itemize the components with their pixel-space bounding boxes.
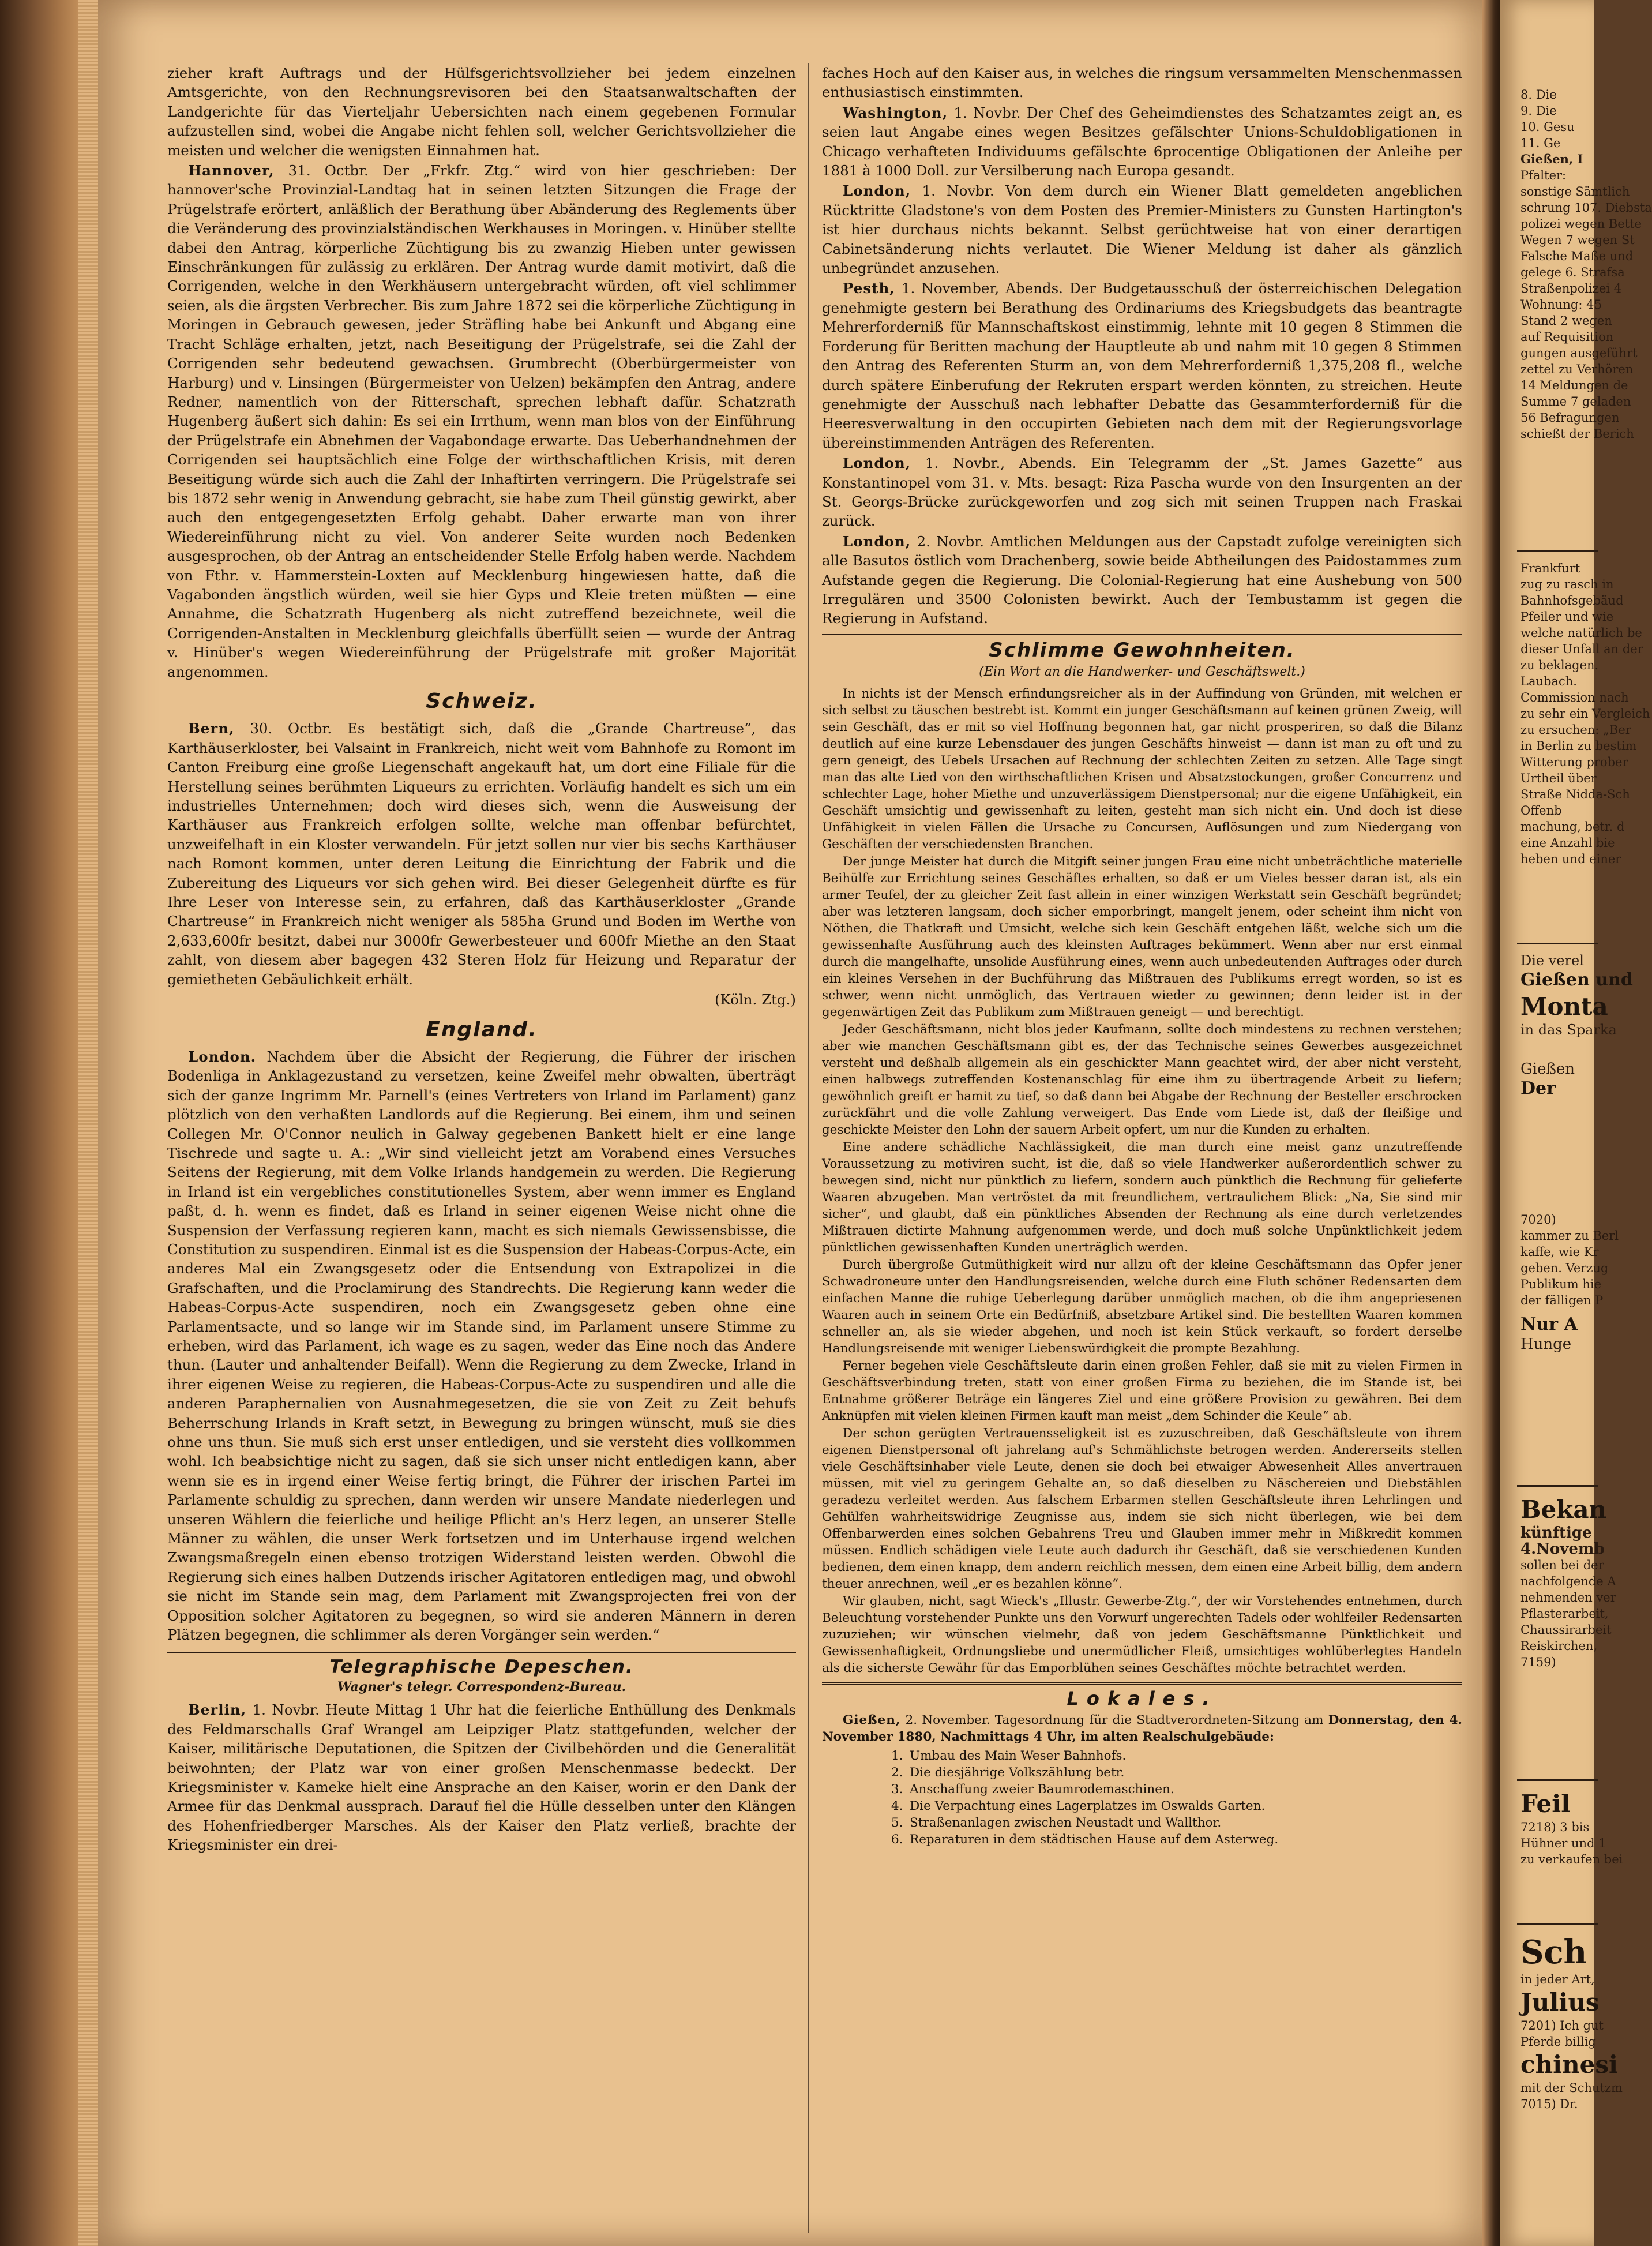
section-subheading: Wagner's telegr. Correspondenz-Bureau. bbox=[337, 1679, 626, 1694]
agenda-item: 6. Reparaturen in dem städtischen Hause auf dem Asterweg. bbox=[891, 1832, 1279, 1847]
article-source: (Köln. Ztg.) bbox=[714, 991, 796, 1008]
hannover-article bbox=[167, 161, 796, 681]
dateline-date: 30. Octbr. bbox=[250, 720, 332, 737]
agenda-item: 3. Anschaffung zweier Baumrodemaschinen. bbox=[891, 1782, 1174, 1797]
article-fragment: zieher kraft Auftrags und der Hülfsgerichtsvollzieher bei jedem einzelnen Amtsgerichte, von den Rechnungsrevisoren bei den Staatsanwaltschaften der Landgerichte für das Vierteljahr Uebersichten nach einem gegebenen Formular aufzustellen sind, wobei die Angabe nicht fehlen soll, welcher Gerichtsvollzieher die meisten und welcher die wenigsten Einnahmen hat. bbox=[167, 65, 796, 159]
dateline-place: London, bbox=[843, 455, 911, 472]
dateline-place: London. bbox=[188, 1048, 257, 1065]
pesth-article bbox=[822, 279, 1462, 452]
column-rule bbox=[808, 63, 809, 2233]
section-heading-schweiz: Schweiz. bbox=[426, 689, 538, 713]
section-heading-telegraphic: Telegraphische Depeschen. bbox=[329, 1656, 634, 1677]
article-text: Der „Frkfr. Ztg.“ wird von hier geschrieben: Der hannover'sche Provinzial-Landtag hat in seinen letzten Sitzungen die Frage der Prügelstrafe erörtert, anläßlich der Berathung über Abänderung des Reglements über die Veränderung des provinzialständischen Werkhauses in Moringen. v. Hinüber stellte dabei den Antrag, körperliche Züchtigung bis zu zwanzig Hieben unter gewissen Einschränkungen für zulässig zu erklären. Der Antrag wurde damit motivirt, daß die Corrigenden, welche in den Werkhäusern untergebracht würden, oft viel schlimmer seien, als die ärgsten Verbrecher. Bis zum Jahre 1872 sei die körperliche Züchtigung in Moringen in Gebrauch gewesen, jeder Sträfling habe bei Ankunft und Abgang eine Tracht Schläge erhalten, jetzt, nach Beseitigung der Prügelstrafe, sei die Zahl der Corrigenden sehr bedeutend gewachsen. Grumbrecht (Oberbürgermeister von Harburg) und v. Linsingen (Bürgermeister von Uelzen) bekämpfen den Antrag, andere Redner, namentlich von der Ritterschaft, sprechen lebhaft dafür. Schatzrath Hugenberg äußert sich dahin: Es sei ein Irrthum, wenn man blos von der Einführung der Prügelstrafe ein Abnehmen der Vagabondage erwarte. Das Ueberhandnehmen der Corrigenden sei hauptsächlich eine Folge der wirthschaftlichen Krisis, mit deren Beseitigung würde sich auch die Zahl der Inhaftirten verringern. Die Prügelstrafe sei bis 1872 sehr wenig in Anwendung gebracht, sie habe zum Theil günstig gewirkt, aber auch den entgegengesetzten Erfolg gehabt. Daher erwarte man von ihrer Wiedereinführung nicht zu viel. Von anderer Seite wurden noch Bedenken ausgesprochen, ob der Antrag an entscheidender Stelle Erfolg haben werde. Nachdem von Fthr. v. Hammerstein-Loxten auf Mecklenburg hingewiesen hatte, daß die Vagabonden ängstlich würden, weil sie hier Gyps und Kleie treten müßten — eine Annahme, die Schatzrath Hugenberg als nicht zutreffend bezeichnete, weil die Corrigenden-Anstalten in Mecklenburg gleichfalls überfüllt seien — wurde der Antrag v. Hinüber's wegen Wiedereinführung der Prügelstrafe mit großer Majorität angenommen. bbox=[167, 162, 796, 680]
dateline-date: 31. Octbr. bbox=[288, 162, 369, 179]
lokales-meeting-date: Donnerstag, den 4. November 1880, Nachmittags 4 Uhr, im alten Realschulgebäude: bbox=[822, 1713, 1462, 1744]
london-article-2 bbox=[822, 181, 1462, 278]
lokales-intro bbox=[822, 1712, 1462, 1745]
article-text: Der Chef des Geheimdienstes des Schatzamtes zeigt an, es seien laut Angabe eines wegen Besitzes gefälschter Unions-Schuldobligationen in Chicago verhafteten Individuums gefälschte 6procentige Obligationen der Anleihe per 1881 à 1000 Doll. zur Versilberung nach Europa gesandt. bbox=[822, 104, 1462, 179]
washington-article bbox=[822, 103, 1462, 181]
next-page-ad-bekanntmachung: Bekan künftige 4.Novemb sollen bei der nachfolgende A nehmenden ver Pflasterarbeit, Chaussirarbeit Reiskirchen, 7159) bbox=[1500, 1477, 1616, 1670]
article-text: Von dem durch ein Wiener Blatt gemeldeten angeblichen Rücktritte Gladstone's von dem Posten des Premier-Ministers zu Gunsten Hartington's ist hier durchaus nichts bekannt. Selbst gerüchtweise hat von einer derartigen Cabinetsänderung nichts verlautet. Die Wiener Meldung ist daher als gänzlich unbegründet anzusehen. bbox=[822, 182, 1462, 277]
article-text: Heute Mittag 1 Uhr hat die feierliche Enthüllung des Denkmals des Feldmarschalls Graf Wrangel am Leipziger Platz stattgefunden, welcher der Kaiser, militärische Deputationen, die Spitzen der Civilbehörden und die Generalität beiwohnten; der Platz war von einer großen Menschenmasse bedeckt. Der Kriegsminister v. Kameke hielt eine Ansprache an den Kaiser, worin er den Dank der Armee für das Denkmal aussprach. Darauf fiel die Hülle desselben unter den Klängen des Hohenfriedberger Marsches. Als der Kaiser den Platz verließ, brachte der Kriegsminister ein drei- bbox=[167, 1701, 796, 1854]
dateline-date: 2. Novbr. bbox=[917, 533, 984, 550]
next-page-ad-feil: Feil 7218) 3 bis Hühner und 1 zu verkaufen bei bbox=[1500, 1771, 1623, 1868]
next-page-edge bbox=[1500, 0, 1652, 2246]
london-article-4 bbox=[822, 532, 1462, 628]
paragraph: Der junge Meister hat durch die Mitgift seiner jungen Frau eine nicht unbeträchtliche materielle Beihülfe zur Errichtung seines Geschäftes erhalten, so daß er um Vieles besser daran ist, als ein armer Teufel, der zu gleicher Zeit fast allein in einer winzigen Werkstatt sein Geschäft begründet; aber was letzteren langsam, doch sicher emporbringt, mangelt jenem, oder scheint ihm nicht von Nöthen, die Thatkraft und Umsicht, welche sich kein Geschäft entgehen läßt, welche sich um die gewissenhafte Ausführung auch des kleinsten Auftrages bekümmert. Wenn aber nur erst einmal durch die mangelhafte, unsolide Ausführung eines, wenn auch unbedeutenden Auftrages oder durch ein kleines Versehen in der Buchführung das Mißtrauen des Publikums erregt worden, so ist es schwer, wenn nicht unmöglich, das Vertrauen wieder zu gewinnen; denn leider ist in der gegenwärtigen Zeit das Publikum zum Mißtrauen geneigt — und berechtigt. bbox=[822, 854, 1462, 1019]
paragraph: Wir glauben, nicht, sagt Wieck's „Illustr. Gewerbe-Ztg.“, der wir Vorstehendes entnehmen, durch Beleuchtung vorstehender Punkte uns den Vorwurf ungerechten Tadels oder wohlfeiler Redensarten zuzuziehen; wir wünschen vielmehr, daß von jedem Geschäftsmanne Pünktlichkeit und Gewissenhaftigkeit, Ordnungsliebe und unermüdlicher Fleiß, umsichtiges wohlüberlegtes Handeln als die sicherste Gewähr für das Emporblühen seines Geschäftes möchte betrachtet werden. bbox=[822, 1593, 1462, 1675]
next-page-ad-sparkasse: Die verel Gießen und Monta in das Sparka Gießen Der bbox=[1500, 935, 1633, 1100]
paragraph: Ferner begehen viele Geschäftsleute darin einen großen Fehler, daß sie mit zu vielen Firmen in Geschäftsverbindung treten, statt von einer großen Firma zu beziehen, die im Stande ist, bei Entnahme größerer Beträge ein längeres Ziel und eine größere Provision zu gewähren. Bei dem Anknüpfen mit vielen kleinen Firmen kauft man meist „dem Schinder die Keule“ ab. bbox=[822, 1358, 1462, 1423]
bern-article bbox=[167, 719, 796, 989]
feuilleton-body bbox=[822, 685, 1462, 1677]
book-gutter bbox=[1482, 0, 1500, 2246]
agenda-list bbox=[891, 1748, 1462, 1848]
dateline-date: 1. Novbr. bbox=[252, 1701, 320, 1719]
article-text: Ein Telegramm der „St. James Gazette“ aus Konstantinopel vom 31. v. Mts. besagt: Riza Pascha wurde von den Insurgenten an der St. Georgs-Brücke zurückgeworfen und zog sich mit seinen Truppen nach Fraskai zurück. bbox=[822, 455, 1462, 530]
section-heading-england: England. bbox=[426, 1017, 538, 1041]
paragraph: Der schon gerügten Vertrauensseligkeit ist es zuzuschreiben, daß Geschäftsleute von ihrem eigenen Dienstpersonal oft jahrelang auf's Schmählichste betrogen werden. Andererseits stellen viele Geschäftsinhaber viele Leute, denen sie doch bei etwaiger Abwesenheit Alles anvertrauen müssen, mit viel zu geringem Gehalte an, so daß dieselben zu Näschereien und Diebstählen geradezu verleitet werden. Aus falschem Erbarmen stellen Geschäftsleute ihren Lehrlingen und Gehülfen wahrheitswidrige Zeugnisse aus, indem sie sich nicht überlegen, wie bei dem Offenbarwerden eines solchen Gebahrens Treu und Glauben immer mehr in Mißkredit kommen müssen. Endlich schädigen viele Leute auch dadurch ihr Geschäft, daß sie verschiedenen Kunden bedienen, dem einen knapp, dem andern reichlich messen, dem einen eine Arbeit billig, dem andern theuer anrechnen, weil „er es bezahlen könne“. bbox=[822, 1426, 1462, 1591]
dateline-place: Berlin, bbox=[188, 1701, 247, 1719]
lokales-intro-text: 2. November. Tagesordnung für die Stadtverordneten-Sitzung am bbox=[905, 1713, 1324, 1727]
dateline-place: Hannover, bbox=[188, 162, 275, 179]
agenda-item: 4. Die Verpachtung eines Lagerplatzes im Oswalds Garten. bbox=[891, 1799, 1266, 1813]
divider bbox=[167, 1651, 796, 1653]
article-text: Amtlichen Meldungen aus der Capstadt zufolge vereinigten sich alle Basutos östlich vom Drachenberg, sowie beide Abtheilungen des Paidostammes zum Aufstande gegen die Regierung. Die Colonial-Regierung hat eine Aushebung von 500 Irregulären und 3500 Colonisten bewirkt. Auch der Tembustamm ist gegen die Regierung in Aufstand. bbox=[822, 533, 1462, 627]
dateline-place: London, bbox=[843, 533, 911, 550]
paragraph: In nichts ist der Mensch erfindungsreicher als in der Auffindung von Gründen, mit welchen er sich selbst zu täuschen bestrebt ist. Kommt ein junger Geschäftsmann auf keinen grünen Zweig, will sein Geschäft, das er mit so viel Hoffnung begonnen hat, gar nicht prosperiren, so daß die Bilanz deutlich auf eine kurze Lebensdauer des jungen Geschäfts hinweist — dann ist man zu oft und zu gern geneigt, des Uebels Ursachen auf Rechnung der schlechten Zeiten zu setzen. Alle Tage singt man das alte Lied von den wirthschaftlichen Krisen und Absatzstockungen, großer Concurrenz und schlechter Lage, hoher Miethe und unzuverlässigem Dienstpersonal; nur die eigene Unfähigkeit, ein Geschäft umsichtig und gewissenhaft zu leiten, gesteht man sich nicht ein. Und doch ist diese Unfähigkeit in vielen Fällen die Ursache zu Concursen, Auflösungen und zum Niedergang von Geschäften der verschiedensten Branchen. bbox=[822, 686, 1462, 852]
berlin-article bbox=[167, 1700, 796, 1854]
article-text: Nachdem über die Absicht der Regierung, die Führer der irischen Bodenliga in Anklagezustand zu versetzen, keine Zweifel mehr obwalten, überträgt sich der ganze Ingrimm Mr. Parnell's (eines Vertreters von Irland im Parlament) ganz plötzlich von den verhaßten Landlords auf die Regierung. Bei einem, ihm und seinen Collegen Mr. O'Connor neulich in Galway gegebenen Bankett hielt er eine lange Tischrede und sagte u. A.: „Wir sind vielleicht jetzt am Vorabend eines Versuches Seitens der Regierung, mit dem Volke Irlands handgemein zu werden. Die Regierung in Irland ist ein vergebliches constitutionelles System, aber wenn immer es England paßt, d. h. wenn es findet, daß es Irland in seiner eigenen Weise nicht ohne die Suspension der Verfassung regieren kann, macht es sich niemals Gewissensbisse, die Constitution zu suspendiren. Einmal ist es die Suspension der Habeas-Corpus-Acte, ein anderes Mal ein Zwangsgesetz oder die Entsendung von Extrapolizei in die Grafschaften, und die Proclamirung des Standrechts. Die Regierung kann weder die Habeas-Corpus-Acte suspendiren, noch ein Zwangsgesetz geben ohne eine Parlamentsacte, und so lange wir im Stande sind, im Parlament unsere Stimme zu erheben, wird das Parlament, ich wage es zu sagen, weder das Eine noch das Andere thun. (Lauter und anhaltender Beifall). Wenn die Regierung zu dem Zwecke, Irland in ihrer eigenen Weise zu regieren, die Habeas-Corpus-Acte zu suspendiren und alle die anderen Paraphernalien von Ausnahmegesetzen, die sie von Zeit zu Zeit behufs Beherrschung Irlands in Kraft setzt, in Bewegung zu bringen wünscht, muß sie dies ohne uns thun. Sie muß sich erst unser entledigen, und sie versteht dies vollkommen wohl. Ich beabsichtige nicht zu sagen, daß sie sich unser nicht entledigen kann, aber wenn sie es in irgend einer Weise fertig bringt, die Führer der irischen Partei im Parlamente schuldig zu sprechen, dann werden wir unsere Mandate niederlegen und unseren Wählern die feierliche und heilige Pflicht an's Herz legen, an unserer Stelle Männer zu wählen, die unser Werk fortsetzen und im Unterhause irgend welchen Zwangsmaßregeln einen ebenso trotzigen Widerstand leisten werden. Obwohl die Regierung sich eines halben Dutzends irischer Agitatoren entledigen mag, und obwohl sie nicht im Stande sein mag, dem Parlament mit Zwangsprojecten frei von der Opposition solcher Agitatoren zu begegnen, so wird sie anderen Männern in deren Plätzen begegnen, die schlimmer als deren Vorgänger sein werden.“ bbox=[167, 1048, 796, 1644]
paragraph: Jeder Geschäftsmann, nicht blos jeder Kaufmann, sollte doch mindestens zu rechnen verstehen; aber wie manchen Geschäftsmann gibt es, der das Technische seines Gewerbes ausgezeichnet versteht und deßhalb allgemein als ein geschickter Mann geachtet wird, der aber nicht versteht, einen halbwegs zutreffenden Kostenanschlag für eine ihm zu übertragende Arbeit zu liefern; gewöhnlich greift er hamit zu tief, so daß dann bei Abgabe der Rechnung der Besteller erschrocken zurückfährt und die volle Zahlung verweigert. Das Ende vom Liede ist, daß der fleißige und geschickte Meister den Lohn der sauern Arbeit opfert, um nur die Kunden zu erhalten. bbox=[822, 1022, 1462, 1137]
agenda-item: 2. Die diesjährige Volkszählung betr. bbox=[891, 1765, 1125, 1780]
next-page-list: 8. Die 9. Die 10. Gesu 11. Ge Gießen, I Pfalter: sonstige Sämtlich schrung 107. Diebsta polizei wegen Bette Wegen 7 wegen St Falsche Maße und gelege 6. Strafsa Straßenpolizei 4 Wohnung: 45 Stand 2 wegen auf Requisition gungen ausgeführt zettel zu Verhören 14 Meldungen de Summe 7 geladen 56 Befragungen schießt der Berich bbox=[1520, 88, 1652, 441]
london-article bbox=[167, 1047, 796, 1645]
feuilleton-subheading: (Ein Wort an die Handwerker- und Geschäftswelt.) bbox=[979, 665, 1305, 680]
dateline-date: 1. Novbr. bbox=[953, 104, 1021, 121]
next-page-ad-julius: Sch in jeder Art, Julius 7201) Ich gut Pferde billig chinesi mit der Schutzm 7015) Dr. bbox=[1500, 1915, 1623, 2112]
next-page-news: Frankfurt zug zu rasch in Bahnhofsgebäud Pfeiler und wie welche natürlich be dieser Unfall an der zu beklagen. Laubach. Commission nach zu sehr ein Vergleich zu ersuchen: „Ber in Berlin zu bestim Witterung prober Urtheil über Straße Nidda-Sch Offenb machung, betr. d eine Anzahl bie heben und einer bbox=[1500, 542, 1650, 867]
dateline-date: 1. Novbr. bbox=[922, 182, 994, 200]
dateline-place: Washington, bbox=[843, 104, 948, 121]
feuilleton-heading: Schlimme Gewohnheiten. bbox=[989, 638, 1296, 662]
divider bbox=[822, 634, 1462, 636]
dateline-place: Gießen, bbox=[843, 1713, 901, 1727]
section-heading-lokales: Lokales. bbox=[1067, 1687, 1218, 1709]
dateline-place: London, bbox=[843, 182, 911, 200]
dateline-place: Pesth, bbox=[843, 280, 895, 297]
paragraph: Eine andere schädliche Nachlässigkeit, die man durch eine meist ganz unzutreffende Voraussetzung zu motiviren sucht, ist die, daß so viele Handwerker außerordentlich schwer zu bewegen sind, nicht nur pünktlich zu liefern, sondern auch pünktlich die Rechnung für gelieferte Waaren abzugeben. Man vertröstet da mit freundlichem, vertraulichem Blick: „Na, Sie sind mir sicher“, und glaubt, daß ein pünktliches Absenden der Rechnung als eine durch verletzendes Mißtrauen dictirte Mahnung aufgenommen werde, und doch muß solche Unpünktlichkeit jedem pünktlichen gewissenhaften Kunden unerträglich werden. bbox=[822, 1139, 1462, 1255]
dateline-date: 1. Novbr., Abends. bbox=[925, 455, 1077, 472]
divider bbox=[822, 1682, 1462, 1685]
article-continuation: faches Hoch auf den Kaiser aus, in welches die ringsum versammelten Menschenmassen enthusiastisch einstimmten. bbox=[822, 65, 1462, 101]
book-binding bbox=[0, 0, 98, 2246]
dateline-date: 1. November, Abends. bbox=[901, 280, 1063, 297]
right-column bbox=[822, 63, 1462, 1848]
article-text: Es bestätigt sich, daß die „Grande Chartreuse“, das Karthäuserkloster, bei Valsaint in Frankreich, nicht weit vom Bahnhofe zu Romont im Canton Freiburg eine große Liegenschaft angekauft hat, um dort eine Filiale für die Herstellung seines berühmten Liqueurs zu errichten. Vorläufig handelt es sich um ein industrielles Unternehmen; doch wird dieses sich, wenn die Ausweisung der Karthäuser aus Frankreich erfolgen sollte, welche man offenbar befürchtet, unzweifelhaft in ein Kloster verwandeln. Für jetzt sollen nur vier bis sechs Karthäuser nach Romont kommen, unter deren Leitung die Einrichtung der Fabrik und die Zubereitung des Liqueurs vor sich gehen wird. Bei dieser Gelegenheit dürfte es für Ihre Leser von Interesse sein, zu erfahren, daß das Karthäuserkloster „Grande Chartreuse“ in Frankreich nicht weniger als 585ha Grund und Boden im Werthe von 2,633,600fr besitzt, dabei nur 3000fr Gewerbesteuer und 600fr Miethe an den Staat zahlt, von diesem aber bagegen 432 Steren Holz für Heizung und Reparatur der gemietheten Gebäulichkeit erhält. bbox=[167, 720, 796, 988]
london-article-3 bbox=[822, 453, 1462, 531]
agenda-item: 5. Straßenanlagen zwischen Neustadt und Wallthor. bbox=[891, 1816, 1222, 1830]
dateline-place: Bern, bbox=[188, 720, 235, 737]
left-column bbox=[167, 63, 796, 1856]
agenda-item: 1. Umbau des Main Weser Bahnhofs. bbox=[891, 1749, 1127, 1763]
next-page-ad-kammer: 7020) kammer zu Berl kaffe, wie Kr geben. Verzug Publikum hie der fälligen P Nur A Hunge bbox=[1520, 1213, 1619, 1353]
article-text: Der Budgetausschuß der österreichischen Delegation genehmigte gestern bei Berathung des Ordinariums des Kriegsbudgets das beantragte Mehrerforderniß für Mannschaftskost einstimmig, lehnte mit 10 gegen 8 Stimmen die Forderung für Beritten machung der Hauptleute ab und nahm mit 10 gegen 8 Stimmen den Antrag des Referenten Sturm an, von dem Mehrerforderniß 1,375,208 fl., welche durch spätere Einberufung der Rekruten erspart werden könnten, zu streichen. Heute genehmigte der Ausschuß nach lebhafter Debatte das Gesammterforderniß für die Heeresverwaltung in den occupirten Gebieten nach dem mit der Regierungsvorlage übereinstimmenden Anträgen des Referenten. bbox=[822, 280, 1462, 451]
paragraph: Durch übergroße Gutmüthigkeit wird nur allzu oft der kleine Geschäftsmann das Opfer jener Schwadroneure unter den Handlungsreisenden, welche durch eine Fluth schöner Redensarten dem einfachen Manne die ruhige Ueberlegung darüber unmöglich machen, ob die ihm angepriesenen Waaren auch in seinem Orte ein Bedürfniß, absetzbare Artikel sind. Die bestellten Waaren kommen schneller an, als sie wieder abgehen, und noch ist kein Stück verkauft, so fordert derselbe Handlungsreisende mit weniger Liebenswürdigkeit die prompte Bezahlung. bbox=[822, 1257, 1462, 1356]
